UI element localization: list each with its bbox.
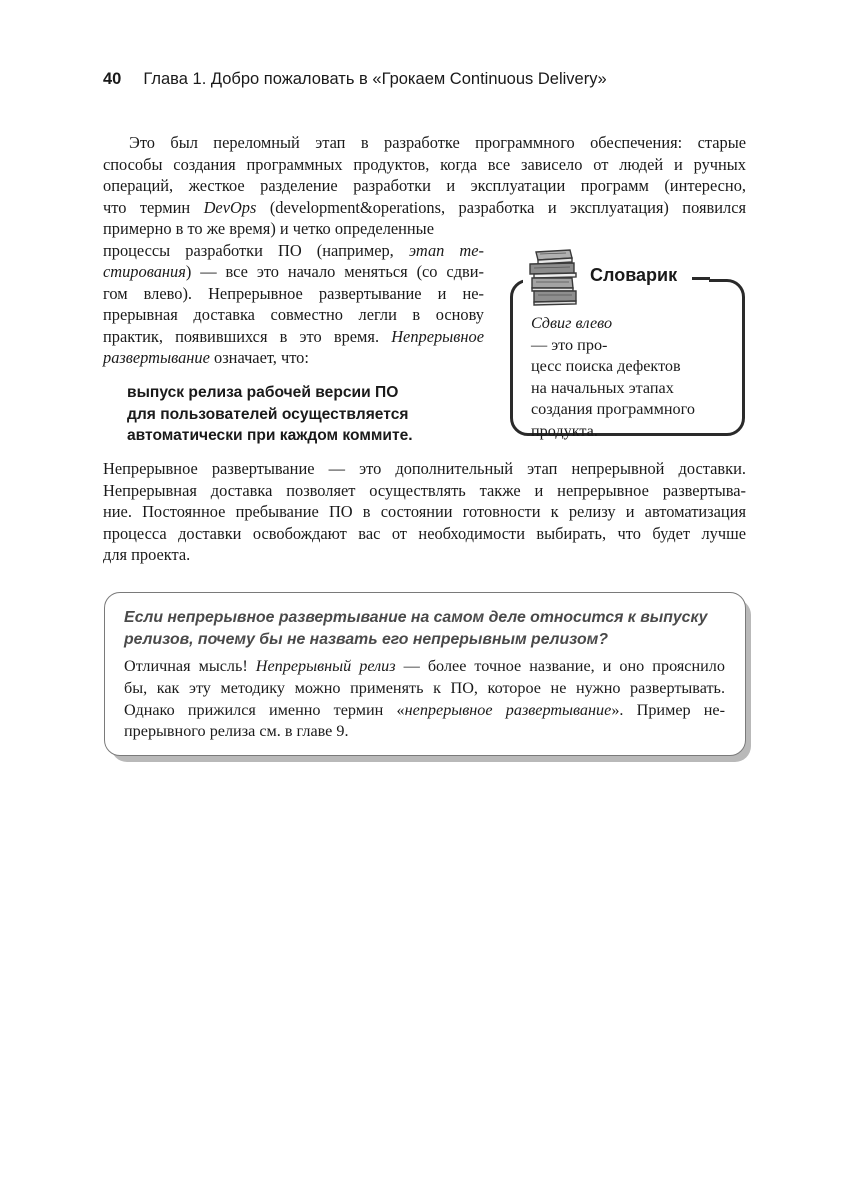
glossary-line: на начальных этапах <box>531 378 674 397</box>
glossary-line: продукта. <box>531 421 598 440</box>
glossary-line: цесс поиска дефектов <box>531 357 681 375</box>
answer-line <box>124 656 725 678</box>
second-paragraph <box>103 458 746 566</box>
glossary-title-rule <box>692 277 710 280</box>
question-line: Если непрерывное развертывание на самом деле относится к выпуску <box>124 609 708 626</box>
text-line: примерно в то же время) и четко определенные <box>103 219 434 238</box>
answer-line <box>124 700 725 722</box>
glossary-line <box>531 313 731 356</box>
emphasis: этап те- <box>408 240 485 260</box>
definition-line: выпуск релиза рабочей версии ПО <box>127 384 399 401</box>
chapter-title: Глава 1. Добро пожаловать в «Грокаем Continuous Delivery» <box>143 70 607 88</box>
intro-paragraph <box>103 132 746 240</box>
text-run: Отличная мысль! <box>124 657 256 675</box>
text-line: Непрерывное развертывание — это дополнительный этап непрерывной доставки. <box>103 459 746 478</box>
text-line: для проекта. <box>103 545 191 564</box>
glossary-line: создания программного <box>531 400 695 418</box>
text-run: Однако прижился именно термин « <box>124 700 405 719</box>
text-run: ) — все это начало меняться (со сдви- <box>185 262 484 281</box>
answer-line: бы, как эту методику можно применять к ПО, которое не нужно развертывать. <box>124 678 725 697</box>
definition-line: для пользователей осуществляется <box>127 405 409 423</box>
text-run: практик, появившихся в это время. <box>103 326 392 346</box>
qa-answer <box>124 656 725 743</box>
glossary-text <box>531 313 731 442</box>
text-line: прерывная доставка совместно легли в основу <box>103 305 484 324</box>
emphasis: Непрерывное <box>391 326 484 346</box>
text-run: ». Пример не- <box>611 700 726 719</box>
answer-line: прерывного релиза см. в главе 9. <box>124 722 349 741</box>
emphasis: Непрерывный релиз <box>255 657 396 675</box>
text-line <box>103 347 484 369</box>
text-run: (development&operations, разработка и эксплуатация) появился <box>256 197 747 217</box>
glossary-title: Словарик <box>590 265 678 285</box>
question-line: релизов, почему бы не назвать его непрерывным релизом? <box>124 631 608 648</box>
text-line: Непрерывная доставка позволяет осуществлять также и непрерывное развертыва- <box>103 480 746 500</box>
text-run: что термин <box>103 197 204 217</box>
emphasis: развертывание <box>103 348 210 367</box>
intro-paragraph-narrow <box>103 240 484 369</box>
text-line: Это был переломный этап в разработке программного обеспечения: старые <box>129 133 746 152</box>
books-stack-icon <box>526 248 582 311</box>
text-line: способы создания программных продуктов, когда все зависело от людей и ручных <box>103 154 746 174</box>
text-line: операций, жесткое разделение разработки и эксплуатации программ (интересно, <box>103 176 746 195</box>
page-number: 40 <box>103 70 122 88</box>
definition-block <box>127 382 413 447</box>
text-line <box>103 240 484 262</box>
definition-line: автоматически при каждом коммите. <box>127 427 413 444</box>
text-run: — это про- <box>531 335 608 354</box>
emphasis: стирования <box>103 262 186 281</box>
text-line <box>103 197 746 219</box>
text-run: — более точное название, и оно прояснило <box>395 657 725 675</box>
text-run: процессы разработки ПО (например, <box>103 240 409 260</box>
text-line <box>103 326 484 348</box>
glossary-term: Сдвиг влево <box>531 314 613 332</box>
text-line: ние. Постоянное пребывание ПО в состоянии готовности к релизу и автоматизация <box>103 502 746 521</box>
qa-question <box>124 607 707 651</box>
running-head <box>103 70 607 89</box>
text-line <box>103 261 484 283</box>
text-line: гом влево). Непрерывное развертывание и не- <box>103 283 484 303</box>
text-line: процесса доставки освобождают вас от необходимости выбирать, что будет лучше <box>103 523 746 543</box>
emphasis: непрерывное развертывание <box>404 700 612 719</box>
text-run: означает, что: <box>209 348 309 367</box>
term-devops: DevOps <box>203 197 257 217</box>
